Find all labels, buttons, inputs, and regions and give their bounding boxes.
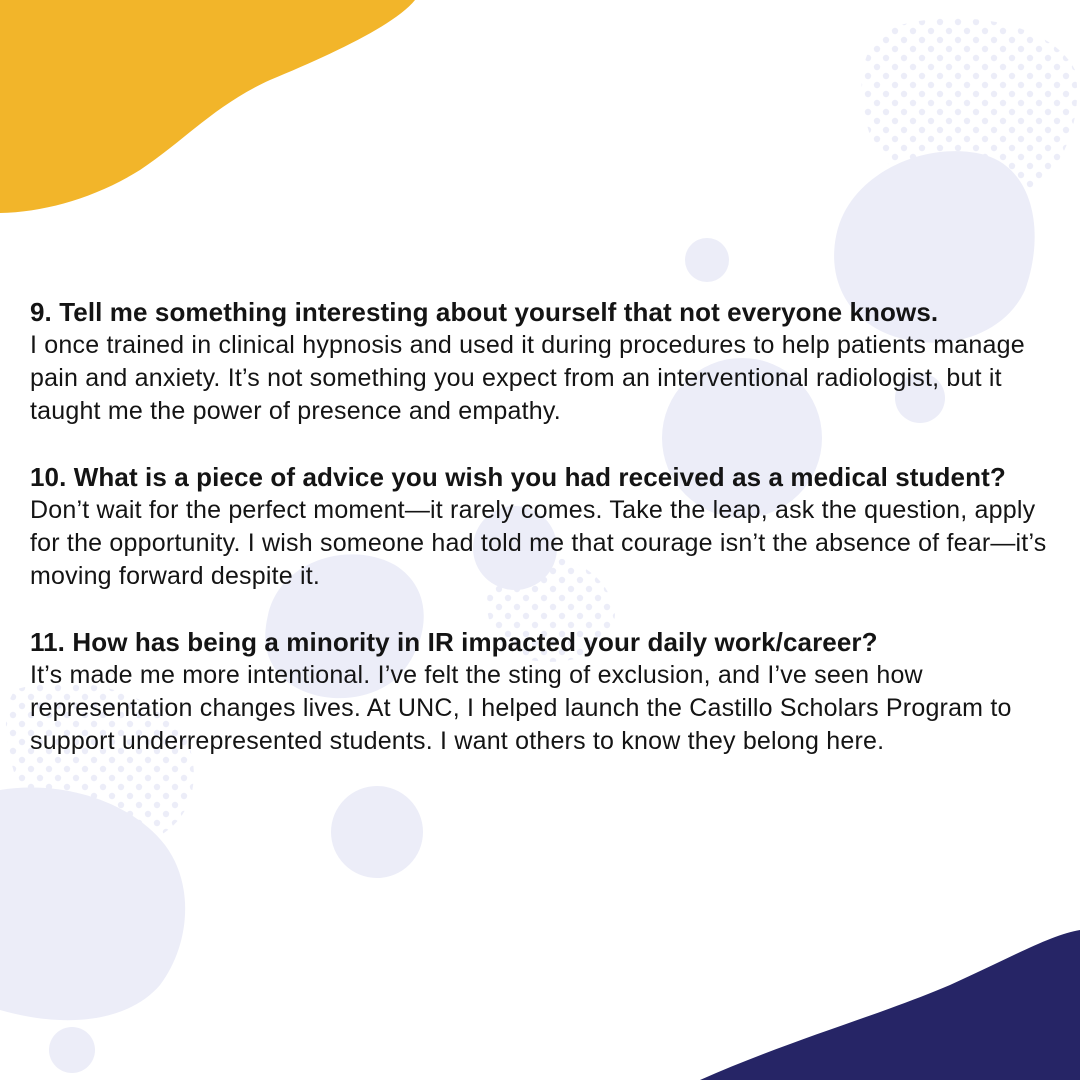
lavender-circle-bottom (49, 1027, 95, 1073)
question-9: 9. Tell me something interesting about yourself that not everyone knows. (30, 297, 939, 327)
qa-item-10 (30, 461, 1060, 593)
qa-item-9 (30, 296, 1060, 428)
navy-blob (700, 930, 1080, 1080)
question-11: 11. How has being a minority in IR impacted your daily work/career? (30, 627, 878, 657)
qa-item-11 (30, 626, 1060, 758)
question-10: 10. What is a piece of advice you wish you had received as a medical student? (30, 462, 1006, 492)
answer-10: Don’t wait for the perfect moment—it rarely comes. Take the leap, ask the question, apply for the opportunity. I wish someone had told me that courage isn’t the absence of fear—it’s moving forward despite it. (30, 496, 1047, 590)
yellow-blob (0, 0, 415, 213)
answer-11: It’s made me more intentional. I’ve felt the sting of exclusion, and I’ve seen how representation changes lives. At UNC, I helped launch the Castillo Scholars Program to support underrepresented students. I want others to know they belong here. (30, 661, 1012, 755)
qa-content (30, 296, 1060, 791)
lavender-circle-small-top (685, 238, 729, 282)
lavender-circle-lower (331, 786, 423, 878)
answer-9: I once trained in clinical hypnosis and used it during procedures to help patients manage pain and anxiety. It’s not something you expect from an interventional radiologist, but it taught me the power of presence and empathy. (30, 331, 1025, 425)
